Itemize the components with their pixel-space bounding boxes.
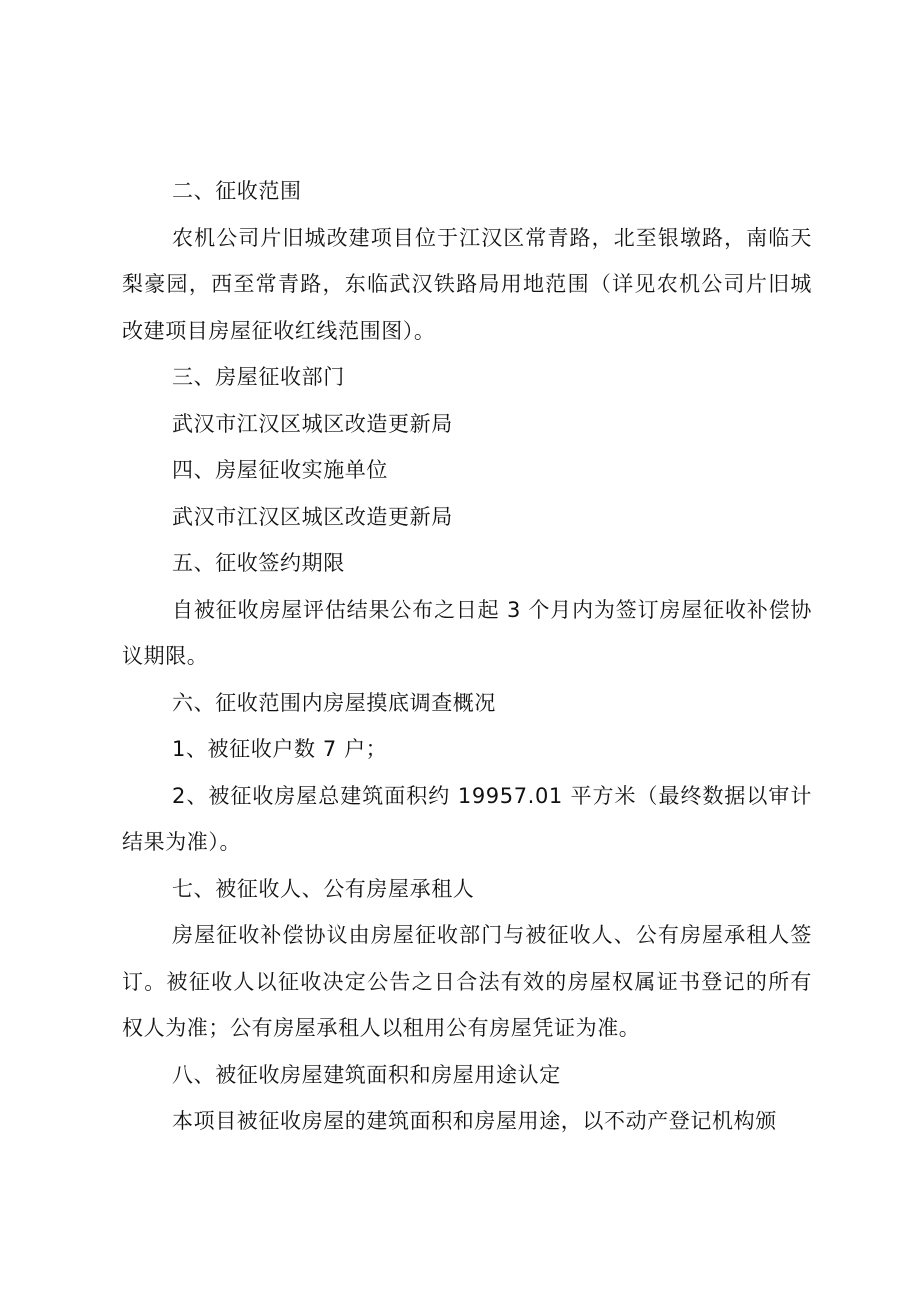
section-heading-parties: 七、被征收人、公有房屋承租人 <box>172 876 475 901</box>
section-heading-area-usage: 八、被征收房屋建筑面积和房屋用途认定 <box>172 1062 561 1087</box>
signing-period-text: 自被征收房屋评估结果公布之日起 3 个月内为签订房屋征收补偿协议期限。 <box>122 597 812 668</box>
section-heading-scope: 二、征收范围 <box>172 179 302 203</box>
parties-text: 房屋征收补偿协议由房屋征收部门与被征收人、公有房屋承租人签订。被征收人以征收决定公告之日合法有效的房屋权属证书登记的所有权人为准；公有房屋承租人以租用公有房屋凭证为准。 <box>122 923 812 1040</box>
section-heading-signing-period: 五、征收签约期限 <box>172 551 345 575</box>
section-heading-survey: 六、征收范围内房屋摸底调查概况 <box>172 690 496 715</box>
survey-households: 1、被征收户数 7 户； <box>172 737 388 761</box>
section-heading-department: 三、房屋征收部门 <box>172 365 345 389</box>
area-usage-text: 本项目被征收房屋的建筑面积和房屋用途，以不动产登记机构颁 <box>172 1109 777 1133</box>
survey-floor-area: 2、被征收房屋总建筑面积约 19957.01 平方米（最终数据以审计结果为准）。 <box>122 783 812 854</box>
scope-description: 农机公司片旧城改建项目位于江汉区常青路，北至银墩路，南临天梨豪园，西至常青路，东临武汉铁路局用地范围（详见农机公司片旧城改建项目房屋征收红线范围图）。 <box>122 225 812 343</box>
document-body <box>122 168 812 1145</box>
section-heading-implementer: 四、房屋征收实施单位 <box>172 458 388 482</box>
department-name: 武汉市江汉区城区改造更新局 <box>172 411 453 436</box>
implementer-name: 武汉市江汉区城区改造更新局 <box>172 504 453 529</box>
